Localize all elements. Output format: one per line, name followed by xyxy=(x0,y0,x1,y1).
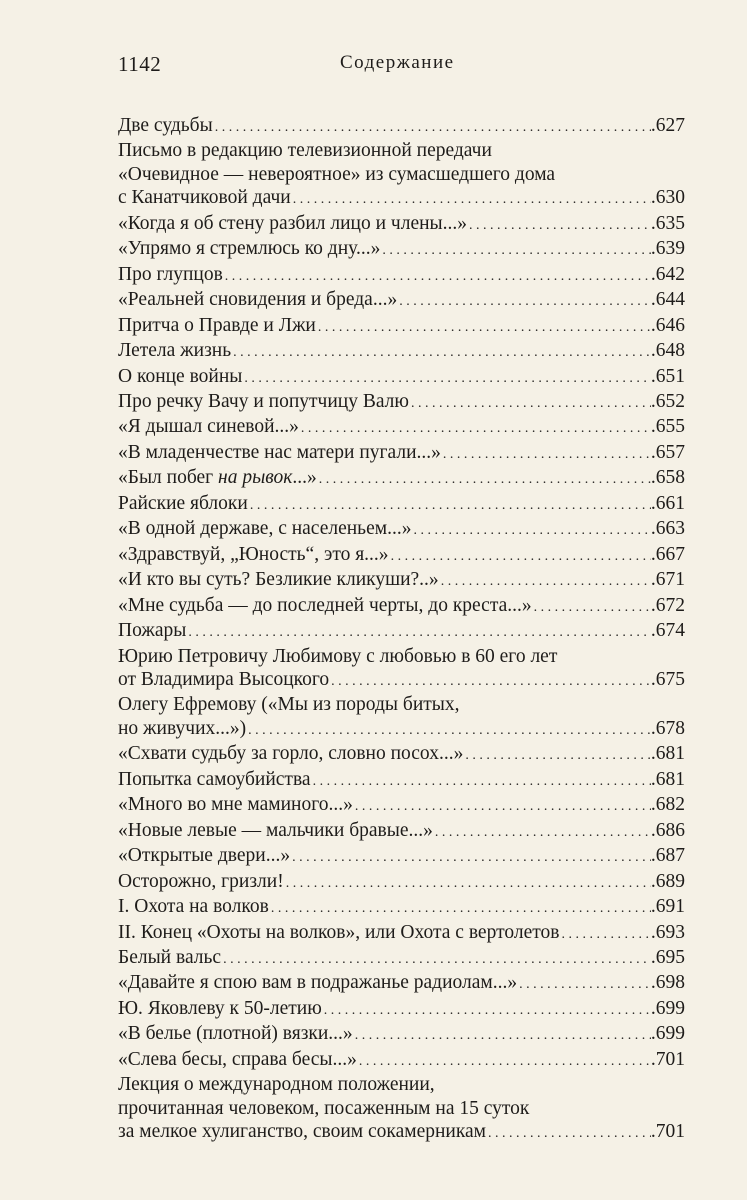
toc-entry-title xyxy=(118,186,291,209)
toc-entry-title-text: Пожары xyxy=(118,620,187,642)
toc-page-number: .686 xyxy=(650,819,685,841)
toc-entry-title xyxy=(118,365,242,388)
toc-entry-title-text: О конце войны xyxy=(118,365,243,387)
dot-leader xyxy=(221,946,651,971)
dot-leader xyxy=(246,717,651,742)
toc-entry-title-text: «Когда я об стену разбил лицо и члены...» xyxy=(118,212,468,234)
toc-entry-title xyxy=(118,742,463,765)
toc-entry xyxy=(118,645,685,694)
toc-entry-title-text: Притча о Правде и Лжи xyxy=(118,314,316,336)
toc-entry-title-suffix: ...» xyxy=(292,467,317,489)
dot-leader xyxy=(433,819,651,844)
toc-entry-title-text: Про глупцов xyxy=(118,263,223,285)
toc-entry-title xyxy=(118,1022,353,1045)
toc-entry-title-line: «Очевидное — невероятное» из сумасшедшего дома xyxy=(118,163,556,185)
toc-entry-title-text: «Открытые двери...» xyxy=(118,845,291,867)
toc-entry xyxy=(118,263,685,288)
page-header xyxy=(118,52,683,82)
toc-entry-title-line: Лекция о международном положении, xyxy=(118,1074,435,1096)
toc-entry-title xyxy=(118,1048,357,1071)
dot-leader xyxy=(231,339,651,364)
dot-leader xyxy=(311,768,651,793)
toc-entry-title-text: но живучих...») xyxy=(118,717,247,739)
toc-page-number: .674 xyxy=(650,620,685,642)
toc-entry-title xyxy=(118,237,380,260)
toc-entry-title-text: «Здравствуй, „Юность“, это я...» xyxy=(118,543,389,565)
dot-leader xyxy=(269,895,651,920)
toc-entry xyxy=(118,768,685,793)
toc-entry-title-text: «Схвати судьбу за горло, словно посох...» xyxy=(118,743,464,765)
dot-leader xyxy=(329,668,651,693)
toc-entry-title-line: прочитанная человеком, посаженным на 15 суток xyxy=(118,1097,530,1119)
toc-entry-title-text: «И кто вы суть? Безликие кликуши?..» xyxy=(118,569,439,591)
toc-page-number: .701 xyxy=(650,1121,685,1143)
toc-entry xyxy=(118,314,685,339)
toc-page-number: .701 xyxy=(650,1048,685,1070)
toc-page-number: .681 xyxy=(650,743,685,765)
toc-entry-title xyxy=(118,263,223,286)
dot-leader xyxy=(353,1022,651,1047)
toc-entry xyxy=(118,212,685,237)
toc-page-number: .699 xyxy=(650,1023,685,1045)
dot-leader xyxy=(299,415,651,440)
toc-entry-title xyxy=(118,768,311,791)
dot-leader xyxy=(409,390,651,415)
table-of-contents xyxy=(118,114,685,1146)
toc-page-number: .671 xyxy=(650,569,685,591)
dot-leader xyxy=(441,441,651,466)
dot-leader xyxy=(467,212,651,237)
toc-entry xyxy=(118,237,685,262)
toc-entry xyxy=(118,997,685,1022)
toc-entry xyxy=(118,365,685,390)
toc-page-number: .682 xyxy=(650,794,685,816)
toc-entry-title-text: «Много во мне маминого...» xyxy=(118,794,353,816)
toc-entry-title xyxy=(118,594,532,617)
toc-entry xyxy=(118,339,685,364)
toc-page-number: .693 xyxy=(650,921,685,943)
toc-entry xyxy=(118,693,685,742)
toc-entry-title xyxy=(118,390,409,413)
toc-entry-title-text: «Был побег xyxy=(118,467,219,489)
toc-entry-title xyxy=(118,997,322,1020)
dot-leader xyxy=(213,114,651,139)
dot-leader xyxy=(242,365,650,390)
dot-leader xyxy=(357,1048,651,1073)
toc-entry-title xyxy=(118,543,389,566)
toc-entry-title xyxy=(118,971,517,994)
toc-entry-title-line: Олегу Ефремову («Мы из породы битых, xyxy=(118,694,460,716)
toc-entry-title-text: I. Охота на волков xyxy=(118,896,269,918)
toc-entry xyxy=(118,568,685,593)
toc-page-number: .655 xyxy=(650,416,685,438)
toc-entry-title xyxy=(118,339,231,362)
toc-page-number: .642 xyxy=(650,263,685,285)
toc-page-number: .699 xyxy=(650,997,685,1019)
toc-entry-title-text: Белый вальс xyxy=(118,946,222,968)
toc-entry xyxy=(118,517,685,542)
toc-entry-title xyxy=(118,114,213,137)
toc-entry-title-text: «Давайте я спою вам в подражанье радиолам...» xyxy=(118,972,518,994)
toc-entry-title xyxy=(118,466,317,489)
dot-leader xyxy=(290,844,651,869)
toc-entry-title-text: от Владимира Высоцкого xyxy=(118,668,330,690)
toc-entry-title-text: Попытка самоубийства xyxy=(118,768,311,790)
dot-leader xyxy=(389,543,651,568)
dot-leader xyxy=(248,492,651,517)
toc-entry xyxy=(118,1073,685,1145)
toc-entry-title-text: Про речку Вачу и попутчицу Валю xyxy=(118,390,409,412)
toc-entry-title-text: «Упрямо я стремлюсь ко дну...» xyxy=(118,238,381,260)
dot-leader xyxy=(322,997,651,1022)
dot-leader xyxy=(559,921,650,946)
section-title: Содержание xyxy=(340,52,455,73)
toc-entry-title-line: Письмо в редакцию телевизионной передачи xyxy=(118,140,492,162)
toc-entry xyxy=(118,971,685,996)
toc-entry-title xyxy=(118,895,269,918)
toc-entry xyxy=(118,441,685,466)
toc-entry xyxy=(118,742,685,767)
toc-entry-title xyxy=(118,415,299,438)
toc-entry xyxy=(118,793,685,818)
toc-entry-title-text: «В младенчестве нас матери пугали...» xyxy=(118,441,441,463)
dot-leader xyxy=(411,517,650,542)
toc-entry-title xyxy=(118,212,467,235)
toc-page-number: .646 xyxy=(650,314,685,336)
toc-entry-title xyxy=(118,314,316,337)
toc-entry-title-text: II. Конец «Охоты на волков», или Охота с вертолетов xyxy=(118,921,560,943)
dot-leader xyxy=(397,288,651,313)
toc-entry-title xyxy=(118,793,353,816)
toc-entry xyxy=(118,1022,685,1047)
toc-page-number: .675 xyxy=(650,668,685,690)
toc-entry-title-text: «В белье (плотной) вязки...» xyxy=(118,1023,353,1045)
toc-entry-title-text: «Я дышал синевой...» xyxy=(118,416,299,438)
dot-leader xyxy=(353,793,651,818)
toc-entry-title-line: Юрию Петровичу Любимову с любовью в 60 его лет xyxy=(118,645,558,667)
toc-page-number: .678 xyxy=(650,717,685,739)
toc-page-number: .644 xyxy=(650,289,685,311)
dot-leader xyxy=(463,742,651,767)
toc-entry-title xyxy=(118,844,290,867)
toc-entry-title-text: Две судьбы xyxy=(118,115,213,136)
toc-entry xyxy=(118,415,685,440)
toc-entry-title-text: «Реальней сновидения и бреда...» xyxy=(118,289,398,311)
dot-leader xyxy=(316,314,651,339)
toc-entry-title xyxy=(118,921,559,944)
dot-leader xyxy=(380,237,651,262)
toc-page-number: .689 xyxy=(650,870,685,892)
toc-entry-title xyxy=(118,492,248,515)
toc-entry-title xyxy=(118,819,433,842)
dot-leader xyxy=(186,619,651,644)
toc-entry-title-text: Райские яблоки xyxy=(118,492,248,514)
toc-page-number: .681 xyxy=(650,768,685,790)
toc-entry xyxy=(118,466,685,491)
toc-entry xyxy=(118,1048,685,1073)
toc-entry-title-text: за мелкое хулиганство, своим сокамерникам xyxy=(118,1121,487,1143)
toc-entry xyxy=(118,619,685,644)
toc-entry-title xyxy=(118,288,397,311)
toc-entry-title xyxy=(118,441,441,464)
toc-page-number: .698 xyxy=(650,972,685,994)
toc-entry xyxy=(118,844,685,869)
toc-entry-title xyxy=(118,619,186,642)
toc-page-number: .627 xyxy=(650,115,685,136)
toc-entry xyxy=(118,139,685,211)
toc-entry-title-text: с Канатчиковой дачи xyxy=(118,187,291,209)
dot-leader xyxy=(284,870,651,895)
dot-leader xyxy=(486,1120,651,1145)
toc-entry-title-italic: на рывок xyxy=(218,467,293,489)
toc-page-number: .652 xyxy=(650,390,685,412)
dot-leader xyxy=(517,971,651,996)
toc-page-number: .695 xyxy=(650,946,685,968)
toc-page-number: .648 xyxy=(650,340,685,362)
dot-leader xyxy=(439,568,651,593)
toc-entry xyxy=(118,390,685,415)
toc-entry xyxy=(118,594,685,619)
toc-page-number: .667 xyxy=(650,543,685,565)
toc-entry-title xyxy=(118,1120,486,1143)
toc-entry xyxy=(118,543,685,568)
toc-entry-title xyxy=(118,668,329,691)
toc-page-number: .651 xyxy=(650,365,685,387)
toc-page-number: .672 xyxy=(650,594,685,616)
toc-entry-title-text: Летела жизнь xyxy=(118,340,232,362)
toc-entry xyxy=(118,946,685,971)
toc-page-number: .663 xyxy=(650,518,685,540)
toc-entry xyxy=(118,114,685,139)
toc-page-number: .661 xyxy=(650,492,685,514)
toc-entry-title xyxy=(118,870,284,893)
toc-entry-title-text: «В одной державе, с населеньем...» xyxy=(118,518,412,540)
toc-page-number: .657 xyxy=(650,441,685,463)
toc-entry xyxy=(118,492,685,517)
toc-page-number: .658 xyxy=(650,467,685,489)
toc-page-number: .635 xyxy=(650,212,685,234)
page-number: 1142 xyxy=(118,52,162,76)
toc-entry-title-text: «Слева бесы, справа бесы...» xyxy=(118,1048,357,1070)
toc-entry-title-text: «Мне судьба — до последней черты, до креста...» xyxy=(118,594,532,616)
toc-page-number: .630 xyxy=(650,187,685,209)
toc-entry xyxy=(118,870,685,895)
toc-page-number: .687 xyxy=(650,845,685,867)
dot-leader xyxy=(291,186,651,211)
toc-entry-title-text: «Новые левые — мальчики бравые...» xyxy=(118,819,433,841)
toc-entry-title xyxy=(118,717,246,740)
toc-entry xyxy=(118,819,685,844)
dot-leader xyxy=(532,594,651,619)
dot-leader xyxy=(223,263,651,288)
toc-entry xyxy=(118,921,685,946)
toc-page-number: .639 xyxy=(650,238,685,260)
toc-entry-title xyxy=(118,568,439,591)
toc-page-number: .691 xyxy=(650,896,685,918)
toc-entry xyxy=(118,895,685,920)
dot-leader xyxy=(317,466,651,491)
toc-entry-title-text: Ю. Яковлеву к 50-летию xyxy=(118,997,322,1019)
toc-entry-title-text: Осторожно, гризли! xyxy=(118,870,284,892)
toc-entry-title xyxy=(118,946,221,969)
toc-entry xyxy=(118,288,685,313)
toc-entry-title xyxy=(118,517,411,540)
